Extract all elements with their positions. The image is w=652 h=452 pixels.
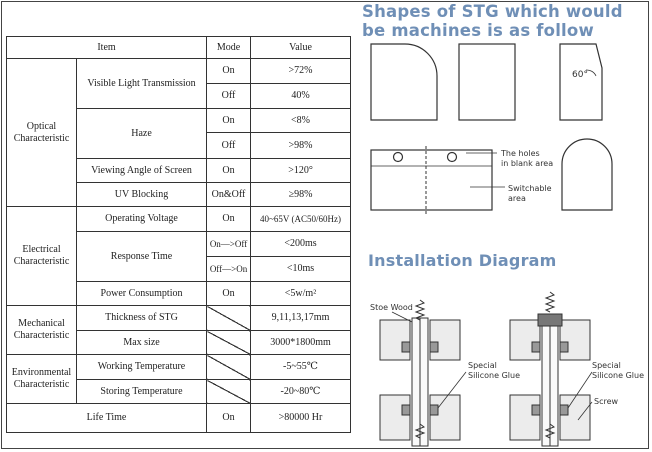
header-value: Value bbox=[251, 37, 351, 59]
mode-cell: On bbox=[207, 404, 251, 433]
item-working-temp: Working Temperature bbox=[77, 355, 207, 380]
base-frame-left bbox=[380, 395, 410, 440]
glue-label-2a: Special bbox=[592, 361, 621, 370]
item-thickness: Thickness of STG bbox=[77, 306, 207, 331]
mode-cell: On bbox=[207, 109, 251, 133]
screw-label: Screw bbox=[594, 397, 619, 406]
stop-block bbox=[402, 342, 410, 352]
value-cell: <8% bbox=[251, 109, 351, 133]
value-cell: >120° bbox=[251, 159, 351, 183]
item-operating-voltage: Operating Voltage bbox=[77, 207, 207, 232]
screw-spring-icon bbox=[546, 292, 554, 312]
stop-block bbox=[560, 342, 568, 352]
value-cell: 40~65V (AC50/60Hz) bbox=[251, 207, 351, 232]
base-frame-left bbox=[510, 395, 540, 440]
glue-label-2b: Silicone Glue bbox=[592, 371, 644, 380]
glue-label-1b: Silicone Glue bbox=[468, 371, 520, 380]
value-cell: >98% bbox=[251, 133, 351, 159]
wood-frame-right bbox=[560, 320, 590, 360]
wood-frame-left bbox=[380, 320, 410, 360]
value-cell: -20~80℃ bbox=[251, 380, 351, 404]
stop-block bbox=[402, 405, 410, 415]
mode-cell: On bbox=[207, 282, 251, 306]
mode-cell: On—>Off bbox=[207, 232, 251, 257]
item-viewing-angle: Viewing Angle of Screen bbox=[77, 159, 207, 183]
mode-cell: On bbox=[207, 159, 251, 183]
stoe-wood-label: Stoe Wood bbox=[370, 303, 413, 312]
category-mechanical: Mechanical Characteristic bbox=[7, 306, 77, 355]
item-life-time: Life Time bbox=[7, 404, 207, 433]
category-environmental: Environmental Characteristic bbox=[7, 355, 77, 404]
value-cell: -5~55℃ bbox=[251, 355, 351, 380]
switchable-label-2: area bbox=[508, 194, 526, 203]
item-visible-light: Visible Light Transmission bbox=[77, 59, 207, 109]
value-cell: 40% bbox=[251, 84, 351, 109]
item-haze: Haze bbox=[77, 109, 207, 159]
item-response-time: Response Time bbox=[77, 232, 207, 282]
mode-cell: On bbox=[207, 59, 251, 84]
shapes-title: Shapes of STG which would be machines is as follow bbox=[362, 2, 623, 40]
mode-cell: Off bbox=[207, 133, 251, 159]
value-cell: >72% bbox=[251, 59, 351, 84]
value-cell: <10ms bbox=[251, 257, 351, 282]
value-cell: 3000*1800mm bbox=[251, 331, 351, 355]
switchable-label-1: Switchable bbox=[508, 184, 552, 193]
base-frame-right bbox=[560, 395, 590, 440]
category-electrical: Electrical Characteristic bbox=[7, 207, 77, 306]
base-frame-right bbox=[430, 395, 460, 440]
value-cell: >80000 Hr bbox=[251, 404, 351, 433]
mode-cell: On&Off bbox=[207, 183, 251, 207]
stop-block bbox=[430, 342, 438, 352]
item-storing-temp: Storing Temperature bbox=[77, 380, 207, 404]
wood-frame-left bbox=[510, 320, 540, 360]
holes-label-2: in blank area bbox=[501, 159, 554, 168]
glue-label-1a: Special bbox=[468, 361, 497, 370]
wood-frame-right bbox=[430, 320, 460, 360]
stop-block bbox=[430, 405, 438, 415]
stop-block bbox=[532, 342, 540, 352]
screw-spring-icon bbox=[416, 300, 424, 320]
value-cell: <200ms bbox=[251, 232, 351, 257]
header-mode: Mode bbox=[207, 37, 251, 59]
item-uv-blocking: UV Blocking bbox=[77, 183, 207, 207]
value-cell: 9,11,13,17mm bbox=[251, 306, 351, 331]
header-item: Item bbox=[7, 37, 207, 59]
angle-label: 60° bbox=[572, 70, 588, 80]
mode-cell: Off—>On bbox=[207, 257, 251, 282]
item-max-size: Max size bbox=[77, 331, 207, 355]
stop-block bbox=[532, 405, 540, 415]
value-cell: <5w/m² bbox=[251, 282, 351, 306]
installation-title: Installation Diagram bbox=[368, 251, 557, 270]
category-optical: Optical Characteristic bbox=[7, 59, 77, 207]
holes-label-1: The holes bbox=[501, 149, 540, 158]
mode-cell: Off bbox=[207, 84, 251, 109]
item-power-consumption: Power Consumption bbox=[77, 282, 207, 306]
stop-block bbox=[560, 405, 568, 415]
top-cap bbox=[538, 314, 562, 326]
value-cell: ≥98% bbox=[251, 183, 351, 207]
mode-cell: On bbox=[207, 207, 251, 232]
